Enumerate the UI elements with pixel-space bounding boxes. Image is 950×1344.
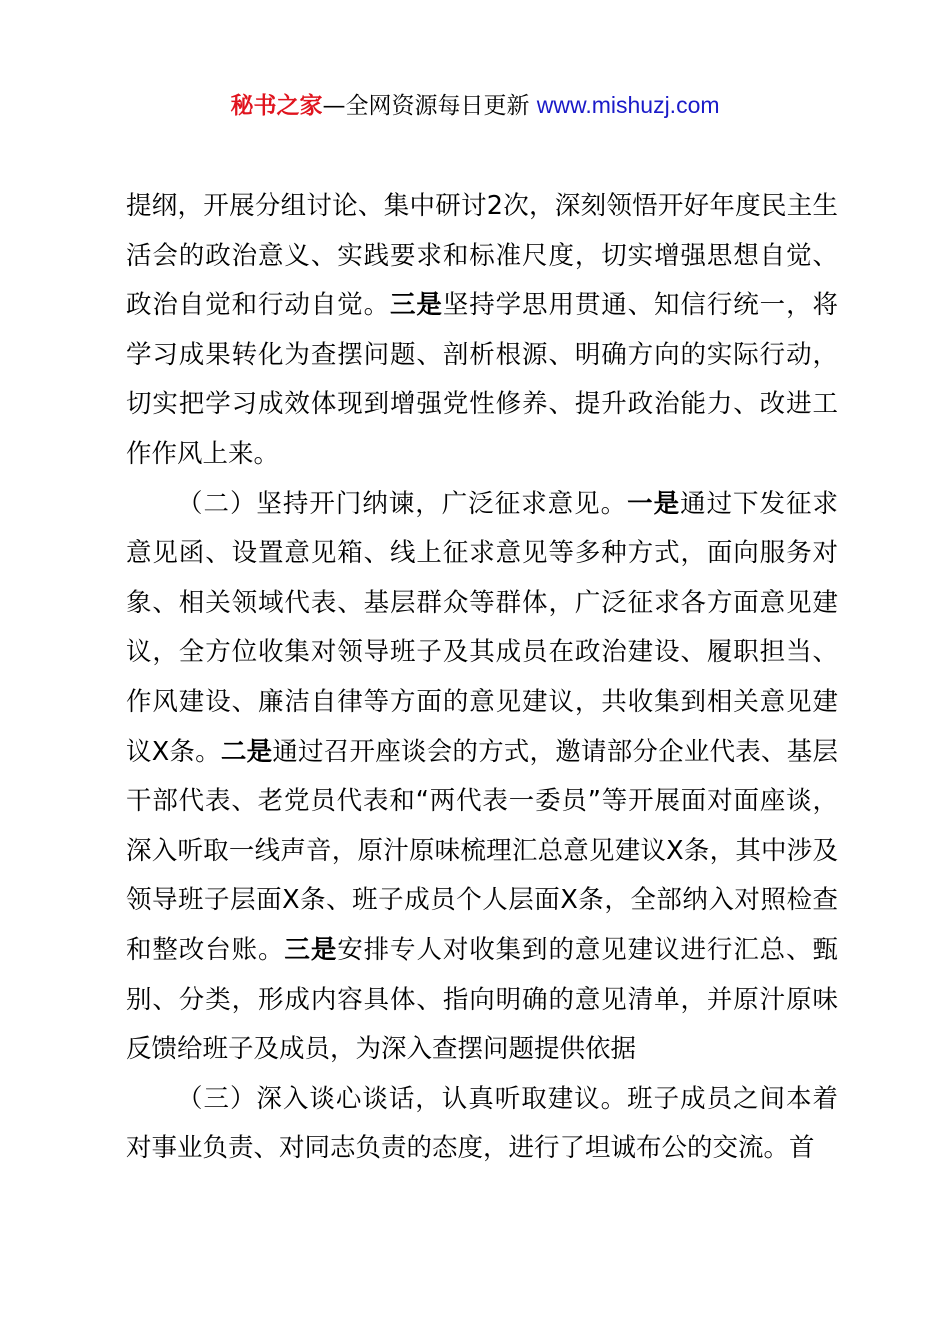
paragraph-3 <box>126 1075 838 1174</box>
paragraph-1 <box>126 182 838 480</box>
document-body <box>126 182 838 1174</box>
paragraph-text: 提纲，开展分组讨论、集中研讨2次，深刻领悟开好年度民主生活会的政治意义、实践要求和标准尺度，切实增强思想自觉、政治自觉和行动自觉。 <box>126 191 838 321</box>
emphasis-san-shi: 三是 <box>284 934 338 965</box>
site-url-link[interactable]: www.mishuzj.com <box>536 92 720 118</box>
emphasis-er-shi: 二是 <box>220 736 273 767</box>
header-slogan: —全网资源每日更新 <box>322 93 530 119</box>
site-header <box>0 88 950 123</box>
section-heading-2: （二）坚持开门纳谏，广泛征求意见。 <box>177 488 628 519</box>
section-heading-3: （三）深入谈心谈话，认真听取建议。班子成员之间本着对事业负责、对同志负责的态度，进行了坦诚布公的交流。首 <box>126 1083 838 1164</box>
paragraph-text: 安排专人对收集到的意见建议进行汇总、甄别、分类，形成内容具体、指向明确的意见清单，并原汁原味反馈给班子及成员，为深入查摆问题提供依据 <box>126 934 838 1065</box>
paragraph-text: 通过召开座谈会的方式，邀请部分企业代表、基层干部代表、老党员代表和“两代表一委员”等开展面对面座谈，深入听取一线声音，原汁原味梳理汇总意见建议X条，其中涉及领导班子层面X条、班子成员个人层面X条，全部纳入对照检查和整改台账。 <box>126 736 838 965</box>
brand-name: 秘书之家 <box>230 93 323 119</box>
emphasis-san-shi: 三是 <box>390 290 443 321</box>
paragraph-text: 坚持学思用贯通、知信行统一，将学习成果转化为查摆问题、剖析根源、明确方向的实际行动，切实把学习成效体现到增强党性修养、提升政治能力、改进工作作风上来。 <box>126 290 838 469</box>
paragraph-2 <box>126 480 838 1075</box>
emphasis-yi-shi: 一是 <box>627 488 681 519</box>
paragraph-text: 通过下发征求意见函、设置意见箱、线上征求意见等多种方式，面向服务对象、相关领域代表、基层群众等群体，广泛征求各方面意见建议，全方位收集对领导班子及其成员在政治建设、履职担当、作风建设、廉洁自律等方面的意见建议，共收集到相关意见建议X条。 <box>126 488 838 767</box>
